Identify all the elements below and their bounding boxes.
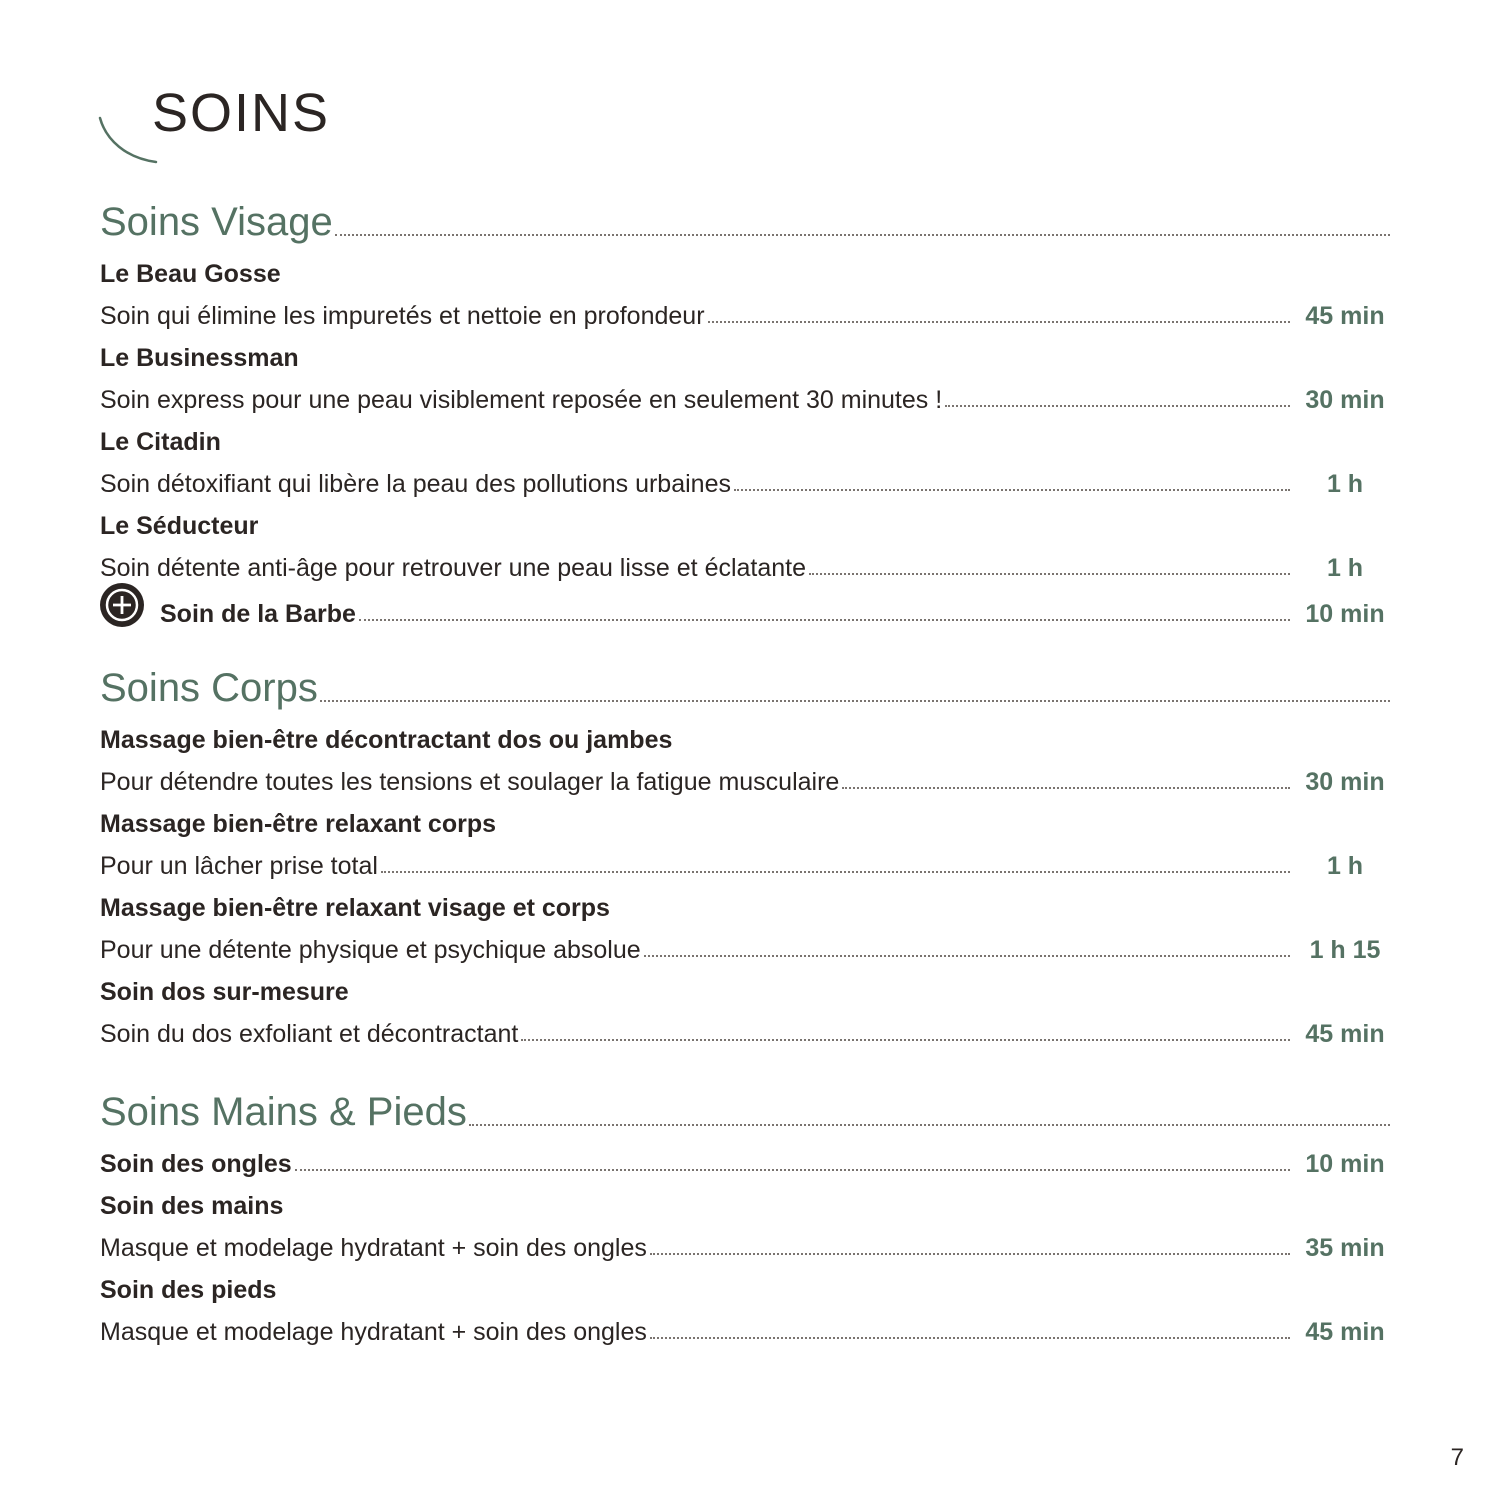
item-name-row (100, 498, 1400, 540)
item-duration: 30 min (1305, 385, 1385, 414)
item-duration: 35 min (1305, 1233, 1385, 1262)
item-name-row (100, 964, 1400, 1006)
item-description: Masque et modelage hydratant + soin des ongles (100, 1233, 647, 1262)
item-duration: 1 h 15 (1309, 935, 1381, 964)
item-name: Soin de la Barbe (160, 599, 356, 628)
item-name-row (100, 712, 1400, 754)
item-duration: 1 h (1326, 851, 1364, 880)
item-description: Masque et modelage hydratant + soin des ongles (100, 1317, 647, 1346)
dotted-leader (650, 1253, 1290, 1255)
dotted-leader (734, 489, 1290, 491)
item-name: Soin des pieds (100, 1275, 277, 1304)
page-title: SOINS (152, 83, 331, 143)
plus-circle-icon (100, 583, 144, 627)
item-description: Soin express pour une peau visiblement reposée en seulement 30 minutes ! (100, 385, 943, 414)
item-name: Soin dos sur-mesure (100, 977, 349, 1006)
dotted-leader (521, 1039, 1290, 1041)
item-desc-row (100, 754, 1400, 796)
dotted-leader (469, 1124, 1390, 1126)
item-duration: 1 h (1326, 553, 1364, 582)
page-header (96, 84, 496, 174)
item-desc-row (100, 922, 1400, 964)
section-header (100, 658, 1390, 712)
dotted-leader (295, 1169, 1290, 1171)
item-description: Pour un lâcher prise total (100, 851, 378, 880)
item-name-row (100, 330, 1400, 372)
section-header (100, 1082, 1390, 1136)
dotted-leader (650, 1337, 1290, 1339)
item-name: Le Beau Gosse (100, 259, 281, 288)
item-name: Massage bien-être relaxant visage et corps (100, 893, 610, 922)
item-name-row (100, 414, 1400, 456)
item-name: Massage bien-être relaxant corps (100, 809, 496, 838)
dotted-leader (644, 955, 1290, 957)
item-name: Soin des ongles (100, 1149, 292, 1178)
section-title: Soins Mains & Pieds (100, 1090, 467, 1134)
item-name-row (100, 246, 1400, 288)
dotted-leader (842, 787, 1290, 789)
item-description: Pour détendre toutes les tensions et soulager la fatigue musculaire (100, 767, 840, 796)
item-name: Soin des mains (100, 1191, 284, 1220)
section-title: Soins Corps (100, 666, 318, 710)
item-name-row (100, 1178, 1400, 1220)
item-desc-row (100, 838, 1400, 880)
item-name-row (100, 880, 1400, 922)
item-desc-row (100, 1220, 1400, 1262)
dotted-leader (320, 700, 1390, 702)
item-duration: 30 min (1305, 767, 1385, 796)
item-name: Le Businessman (100, 343, 299, 372)
item-description: Pour une détente physique et psychique absolue (100, 935, 641, 964)
item-description: Soin du dos exfoliant et décontractant (100, 1019, 519, 1048)
dotted-leader (809, 573, 1290, 575)
section-header (100, 192, 1390, 246)
item-desc-row (100, 1006, 1400, 1048)
item-name: Le Citadin (100, 427, 221, 456)
item-desc-row (100, 540, 1400, 582)
single-item-row (100, 1136, 1400, 1178)
item-description: Soin détoxifiant qui libère la peau des pollutions urbaines (100, 469, 731, 498)
item-description: Soin détente anti-âge pour retrouver une peau lisse et éclatante (100, 553, 807, 582)
item-name: Le Séducteur (100, 511, 259, 540)
item-duration: 1 h (1326, 469, 1364, 498)
item-name-row (100, 1262, 1400, 1304)
item-name: Massage bien-être décontractant dos ou jambes (100, 725, 673, 754)
extra-item-row (100, 582, 1400, 628)
item-duration: 45 min (1305, 1317, 1385, 1346)
dotted-leader (945, 405, 1290, 407)
item-name-row (100, 796, 1400, 838)
section-title: Soins Visage (100, 200, 333, 244)
item-desc-row (100, 1304, 1400, 1346)
item-duration: 45 min (1305, 1019, 1385, 1048)
item-duration: 10 min (1305, 1149, 1385, 1178)
item-duration: 10 min (1305, 599, 1385, 628)
item-desc-row (100, 456, 1400, 498)
dotted-leader (359, 619, 1290, 621)
item-desc-row (100, 372, 1400, 414)
dotted-leader (708, 321, 1290, 323)
item-desc-row (100, 288, 1400, 330)
section-soins-mains-pieds (100, 1082, 1400, 1346)
item-duration: 45 min (1305, 301, 1385, 330)
item-description: Soin qui élimine les impuretés et nettoie en profondeur (100, 301, 705, 330)
page-number: 7 (1450, 1444, 1464, 1471)
dotted-leader (381, 871, 1290, 873)
section-soins-corps (100, 658, 1400, 1048)
dotted-leader (335, 234, 1390, 236)
section-soins-visage (100, 192, 1400, 628)
